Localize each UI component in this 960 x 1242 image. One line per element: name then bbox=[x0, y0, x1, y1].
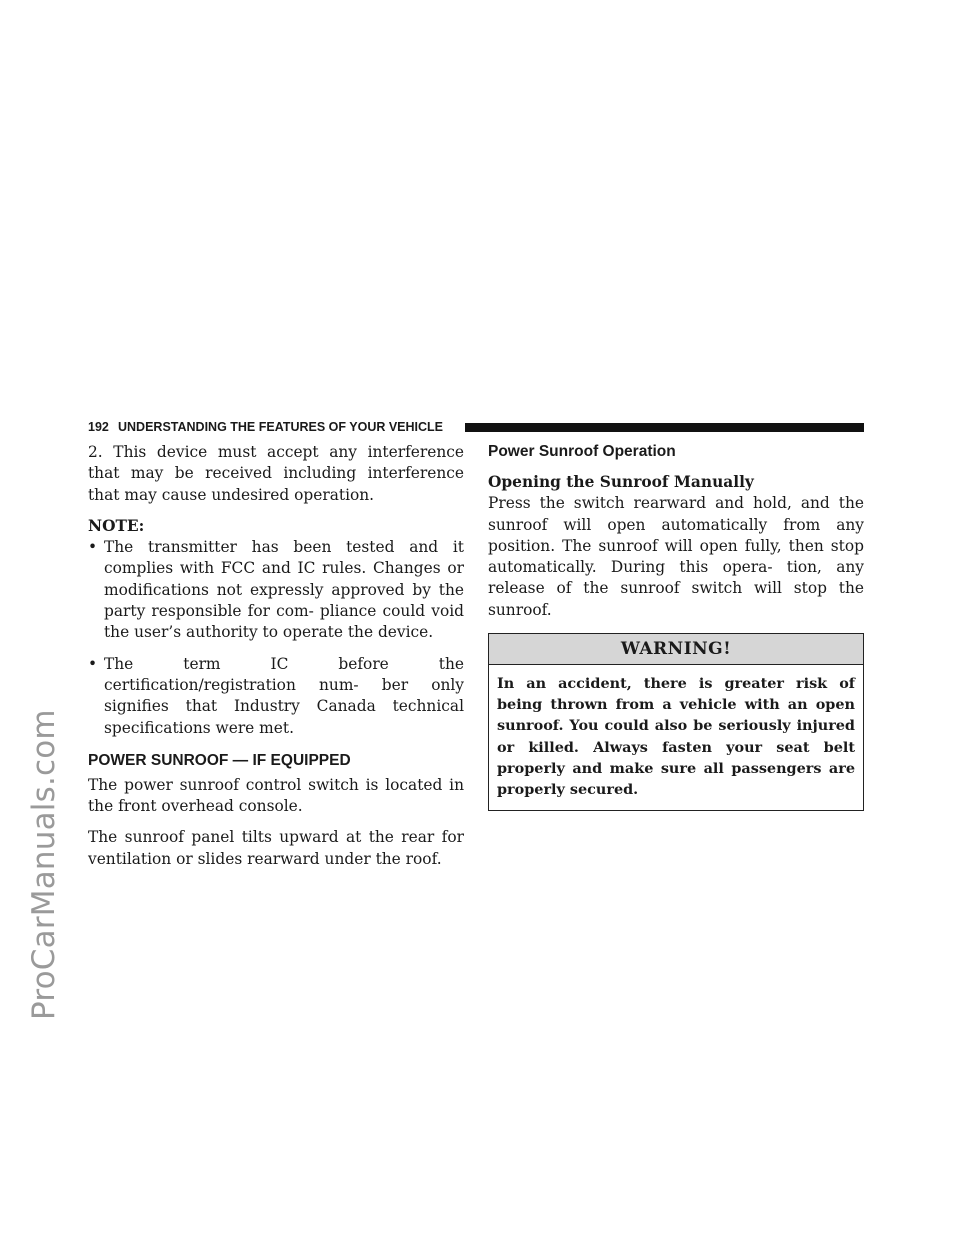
section-heading: POWER SUNROOF — IF EQUIPPED bbox=[88, 751, 351, 769]
body-paragraph: The power sunroof control switch is located in the front overhead console. bbox=[88, 775, 464, 816]
warning-title: WARNING! bbox=[489, 634, 863, 665]
page-number: 192 bbox=[88, 420, 109, 434]
left-column bbox=[88, 442, 464, 880]
intro-paragraph: 2. This device must accept any interference that may be received including interference that may cause undesired operation. bbox=[88, 443, 464, 504]
warning-text: In an accident, there is greater risk of being thrown from a vehicle with an open sunroof. You could also be seriously injured or killed. Always fasten your seat belt properly and make sure all passengers are properly secured. bbox=[497, 675, 855, 799]
list-item bbox=[88, 654, 464, 739]
section-title: UNDERSTANDING THE FEATURES OF YOUR VEHICLE bbox=[118, 420, 444, 434]
warning-box bbox=[488, 633, 864, 811]
sub-heading: Opening the Sunroof Manually bbox=[488, 473, 754, 491]
body-paragraph: Press the switch rearward and hold, and the sunroof will open automatically from any position. The sunroof will open fully, then stop automatically. During this opera- tion, any release of the sunroof switch will stop the sunroof. bbox=[488, 494, 864, 619]
list-item bbox=[88, 537, 464, 643]
subsection-heading: Power Sunroof Operation bbox=[488, 443, 676, 460]
bullet-icon: • bbox=[88, 538, 98, 557]
right-column bbox=[488, 442, 864, 811]
note-list bbox=[88, 537, 464, 739]
page-header bbox=[88, 418, 864, 436]
list-item-text: The term IC before the certification/registration num- ber only signifies that Industry Canada technical specifications were met. bbox=[104, 654, 464, 737]
header-bar bbox=[465, 423, 864, 432]
note-label: NOTE: bbox=[88, 516, 145, 535]
bullet-icon: • bbox=[88, 654, 98, 673]
list-item-text: The transmitter has been tested and it complies with FCC and IC rules. Changes or modifications not expressly approved by the party responsible for com- pliance could void the user’s authority to operate the device. bbox=[104, 538, 464, 642]
body-paragraph: The sunroof panel tilts upward at the rear for ventilation or slides rearward under the roof. bbox=[88, 828, 464, 868]
watermark-text: ProCarManuals.com bbox=[26, 709, 62, 1020]
